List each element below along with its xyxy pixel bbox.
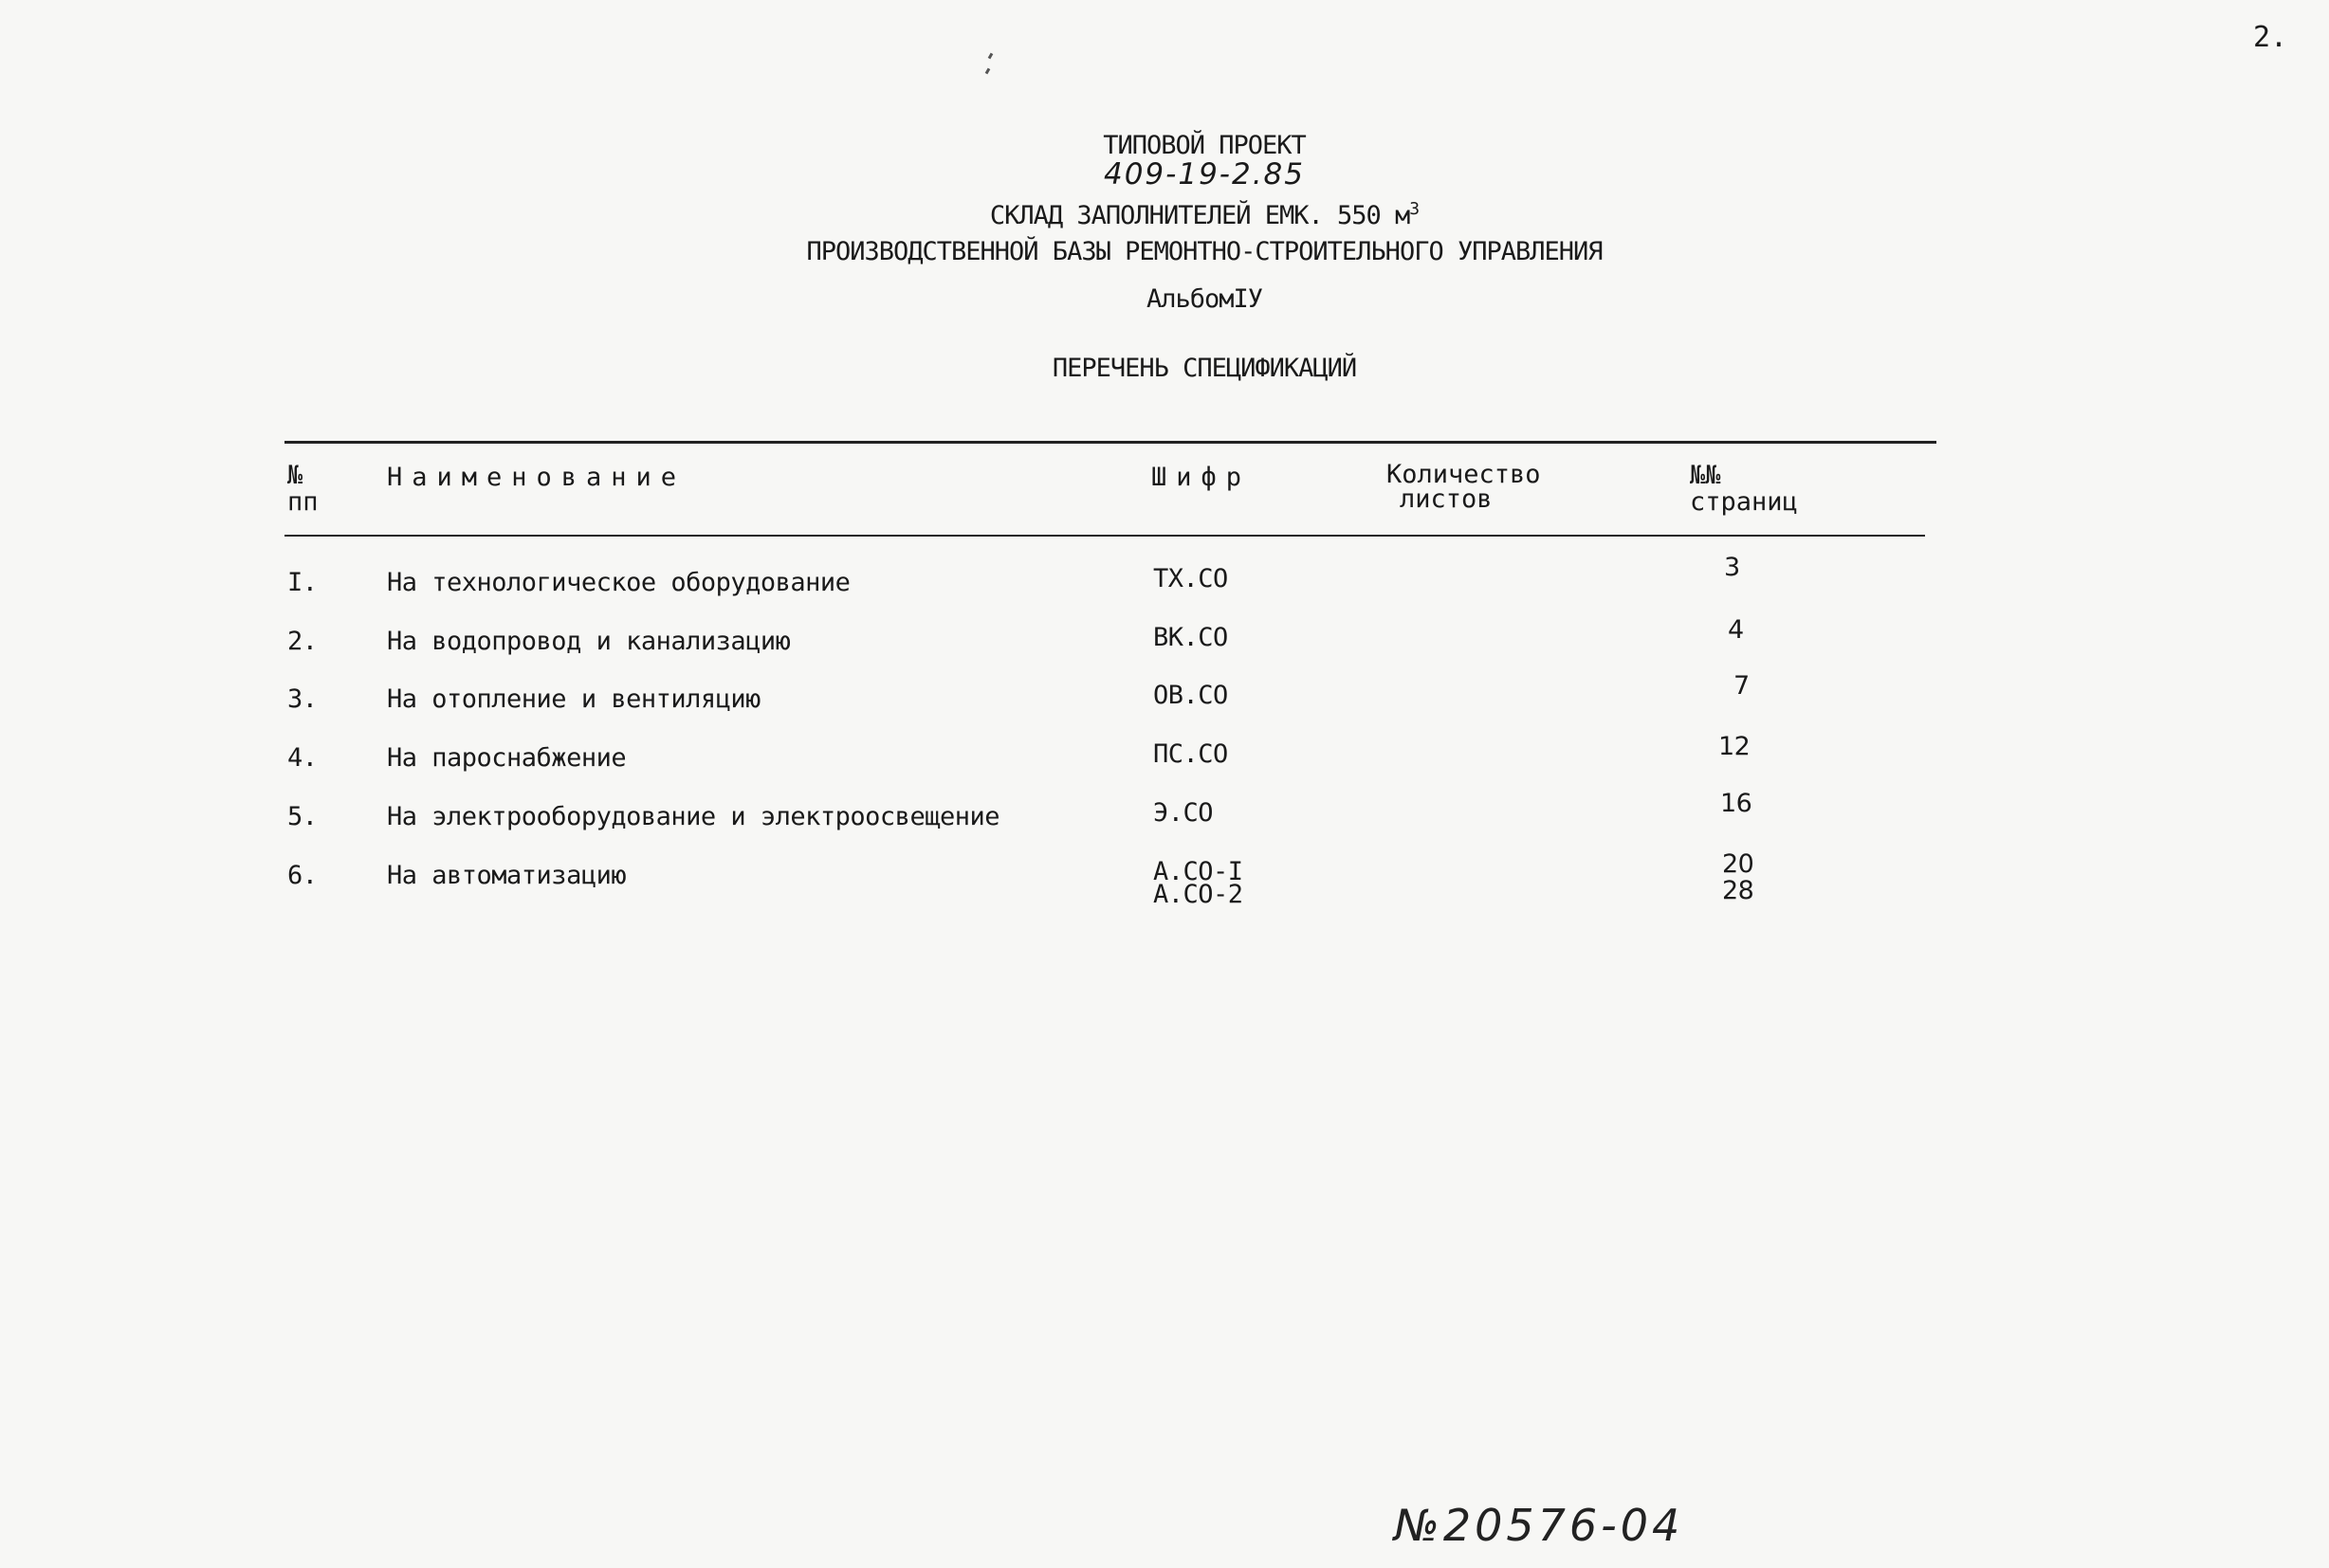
row-code-line: А.СО-I xyxy=(1153,857,1243,886)
row-page: 12 xyxy=(1718,732,1751,761)
row-name: На технологическое оборудование xyxy=(387,568,851,597)
row-name: На пароснабжение xyxy=(387,743,627,773)
project-code: 409-19-2.85 xyxy=(1103,157,1305,191)
row-code: ВК.СО xyxy=(1153,623,1228,652)
scan-speck xyxy=(988,53,994,60)
project-subject-continued: ПРОИЗВОДСТВЕННОЙ БАЗЫ РЕМОНТНО-СТРОИТЕЛЬНОГО УПРАВЛЕНИЯ xyxy=(806,237,1603,266)
header-number-line2: пп xyxy=(287,487,319,517)
row-code: Э.СО xyxy=(1153,798,1214,828)
row-page: 16 xyxy=(1720,789,1752,818)
row-code xyxy=(1153,857,1243,909)
row-number: 2. xyxy=(287,627,318,656)
row-code: ТХ.СО xyxy=(1153,564,1228,593)
row-page xyxy=(1722,851,1753,904)
row-name: На электрооборудование и электроосвещение xyxy=(387,802,999,831)
unit-superscript: 3 xyxy=(1409,199,1420,219)
row-number: 3. xyxy=(287,684,318,714)
header-number xyxy=(287,463,319,516)
row-number: 4. xyxy=(287,743,318,773)
row-name: На автоматизацию xyxy=(387,861,627,890)
header-pages-line2: страниц xyxy=(1690,487,1798,517)
row-page: 4 xyxy=(1728,615,1744,645)
archive-number-stamp: №20576-04 xyxy=(1394,1500,1684,1551)
scan-speck xyxy=(985,68,991,75)
album-label: АльбомIУ xyxy=(1146,284,1263,314)
header-name: Наименование xyxy=(387,463,687,492)
header-sheet-count-line1: Количество xyxy=(1386,460,1541,489)
row-number: 6. xyxy=(287,861,318,890)
header-number-line1: № xyxy=(287,461,303,490)
row-number: I. xyxy=(287,568,318,597)
project-type-title: ТИПОВОЙ ПРОЕКТ xyxy=(1103,131,1306,160)
row-number: 5. xyxy=(287,802,318,831)
header-code: Шифр xyxy=(1151,463,1252,492)
page-number: 2. xyxy=(2253,21,2288,54)
header-pages-line1: №№ xyxy=(1690,461,1721,490)
project-subject xyxy=(0,199,2329,230)
row-code-line: А.СО-2 xyxy=(1153,880,1243,909)
row-code: ПС.СО xyxy=(1153,739,1228,769)
header-pages xyxy=(1690,463,1798,516)
row-code: ОВ.СО xyxy=(1153,681,1228,710)
row-page: 7 xyxy=(1733,671,1750,701)
row-page-line: 20 xyxy=(1722,849,1754,879)
project-subject-text: СКЛАД ЗАПОЛНИТЕЛЕЙ ЕМК. 550 м xyxy=(989,201,1410,230)
row-page: 3 xyxy=(1724,553,1740,582)
row-name: На отопление и вентиляцию xyxy=(387,684,761,714)
header-sheet-count xyxy=(1386,460,1541,514)
table-top-rule xyxy=(284,441,1936,444)
row-page-line: 28 xyxy=(1722,876,1754,905)
row-name: На водопровод и канализацию xyxy=(387,627,791,656)
list-title: ПЕРЕЧЕНЬ СПЕЦИФИКАЦИЙ xyxy=(1052,354,1357,383)
table-header-rule xyxy=(284,535,1925,537)
header-sheet-count-line2: листов xyxy=(1400,484,1493,514)
